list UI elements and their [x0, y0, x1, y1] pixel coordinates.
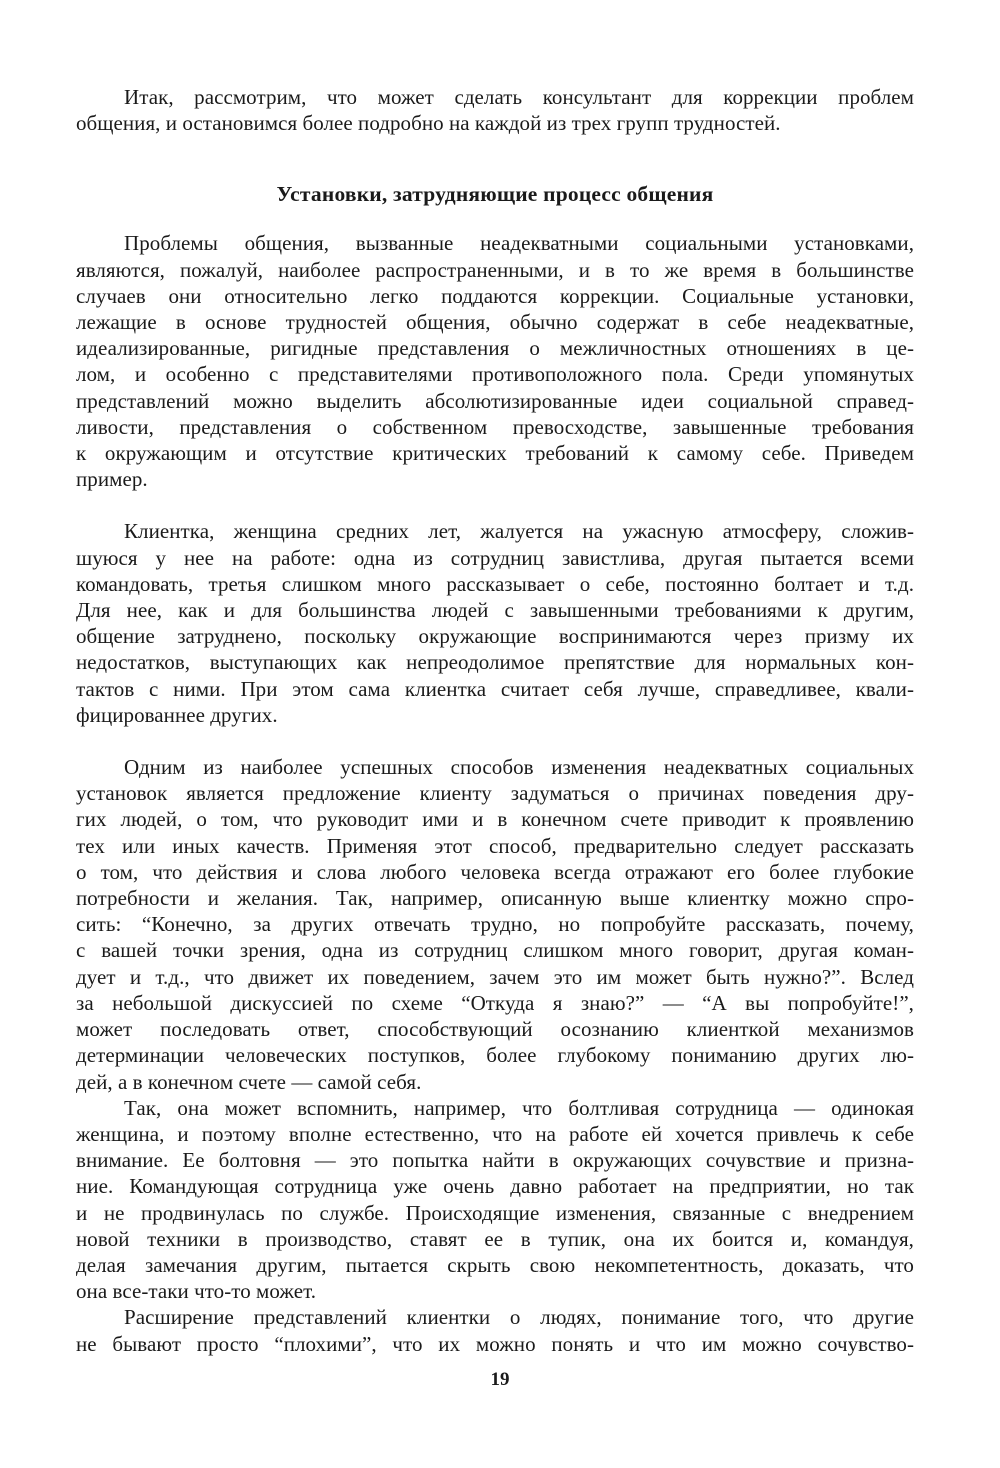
text-line: за небольшой дискуссией по схеме “Откуда я знаю?” — “А вы попробуйте!”, — [76, 990, 914, 1015]
text-line: командовать, третья слишком много рассказывает о себе, постоянно болтает и т.д. — [76, 571, 914, 596]
text-line: идеализированные, ригидные представления о межличностных отношениях в це- — [76, 336, 914, 361]
text-line: дует и т.д., что движет их поведением, зачем это им может быть нужно?”. Вслед — [76, 964, 914, 989]
paragraph — [76, 230, 914, 492]
text-line: Для нее, как и для большинства людей с завышенными требованиями к другим, — [76, 598, 914, 623]
text-line: шуюся у нее на работе: одна из сотрудниц завистлива, другая пытается всеми — [76, 545, 914, 570]
text-line: случаев они относительно легко поддаются коррекции. Социальные установки, — [76, 283, 914, 308]
text-line: она все-таки что-то может. — [76, 1279, 317, 1304]
text-line: Так, она может вспомнить, например, что болтливая сотрудница — одинокая — [124, 1095, 914, 1120]
text-line: потребности и желания. Так, например, описанную выше клиентку можно спро- — [76, 886, 914, 911]
text-line: Расширение представлений клиентки о людях, понимание того, что другие — [124, 1305, 914, 1330]
text-line: гих людей, о том, что руководит ими и в конечном счете приводит к проявлению — [76, 807, 914, 832]
text-line: женщина, и поэтому вполне естественно, что на работе ей хочется привлечь к себе — [76, 1121, 914, 1146]
text-line: делая замечания другим, пытается скрыть свою некомпетентность, доказать, что — [76, 1252, 914, 1277]
text-line: лежащие в основе трудностей общения, обычно содержат в себе неадекватные, — [76, 310, 914, 335]
text-line: являются, пожалуй, наиболее распространенными, и в то же время в большинстве — [76, 257, 914, 282]
section-heading: Установки, затрудняющие процесс общения — [276, 182, 714, 207]
text-line: не бывают просто “плохими”, что их можно понять и что им можно сочувство- — [76, 1331, 914, 1356]
text-line: новой техники в производство, ставят ее в тупик, она их боится и, командуя, — [76, 1226, 914, 1251]
text-line: дей, а в конечном счете — самой себя. — [76, 1069, 422, 1094]
text-line: может последовать ответ, способствующий осознанию клиенткой механизмов — [76, 1017, 914, 1042]
text-line: с вашей точки зрения, одна из сотрудниц слишком много говорит, другая коман- — [76, 938, 914, 963]
text-line: ливости, представления о собственном превосходстве, завышенные требования — [76, 414, 914, 439]
text-line: Одним из наиболее успешных способов изменения неадекватных социальных — [124, 755, 914, 780]
text-line: внимание. Ее болтовня — это попытка найти в окружающих сочувствие и призна- — [76, 1148, 914, 1173]
text-line: установок является предложение клиенту задуматься о причинах поведения дру- — [76, 781, 914, 806]
paragraph — [76, 518, 914, 728]
paragraph — [76, 1095, 914, 1305]
text-line: общение затруднено, поскольку окружающие воспринимаются через призму их — [76, 624, 914, 649]
page-body — [76, 84, 914, 1357]
text-line: фицированнее других. — [76, 702, 278, 727]
text-line: тех или иных качеств. Применяя этот способ, предварительно следует рассказать — [76, 833, 914, 858]
text-line: детерминации человеческих поступков, более глубокому пониманию других лю- — [76, 1043, 914, 1068]
text-line: к окружающим и отсутствие критических требований к самому себе. Приведем — [76, 441, 914, 466]
paragraph — [76, 754, 914, 1095]
text-line: и не продвинулась по службе. Происходящие изменения, связанные с внедрением — [76, 1200, 914, 1225]
page-number: 19 — [490, 1369, 510, 1390]
text-line: пример. — [76, 467, 148, 492]
text-line: недостатков, выступающих как непреодолимое препятствие для нормальных кон- — [76, 650, 914, 675]
text-line: лом, и особенно с представителями противоположного пола. Среди упомянутых — [76, 362, 914, 387]
text-line: Проблемы общения, вызванные неадекватными социальными установками, — [124, 231, 914, 256]
text-line: сить: “Конечно, за других отвечать трудно, но попробуйте рассказать, почему, — [76, 912, 914, 937]
paragraph — [76, 1304, 914, 1356]
text-line: представлений можно выделить абсолютизированные идеи социальной справед- — [76, 388, 914, 413]
text-line: тактов с ними. При этом сама клиентка считает себя лучше, справедливее, квали- — [76, 676, 914, 701]
text-line: Итак, рассмотрим, что может сделать консультант для коррекции проблем — [124, 85, 914, 109]
intro-paragraph — [76, 84, 914, 136]
text-line: о том, что действия и слова любого человека всегда отражают его более глубокие — [76, 859, 914, 884]
text-line: Клиентка, женщина средних лет, жалуется на ужасную атмосферу, сложив- — [124, 519, 914, 544]
text-line: ние. Командующая сотрудница уже очень давно работает на предприятии, но так — [76, 1174, 914, 1199]
text-line: общения, и остановимся более подробно на каждой из трех групп трудностей. — [76, 111, 781, 136]
